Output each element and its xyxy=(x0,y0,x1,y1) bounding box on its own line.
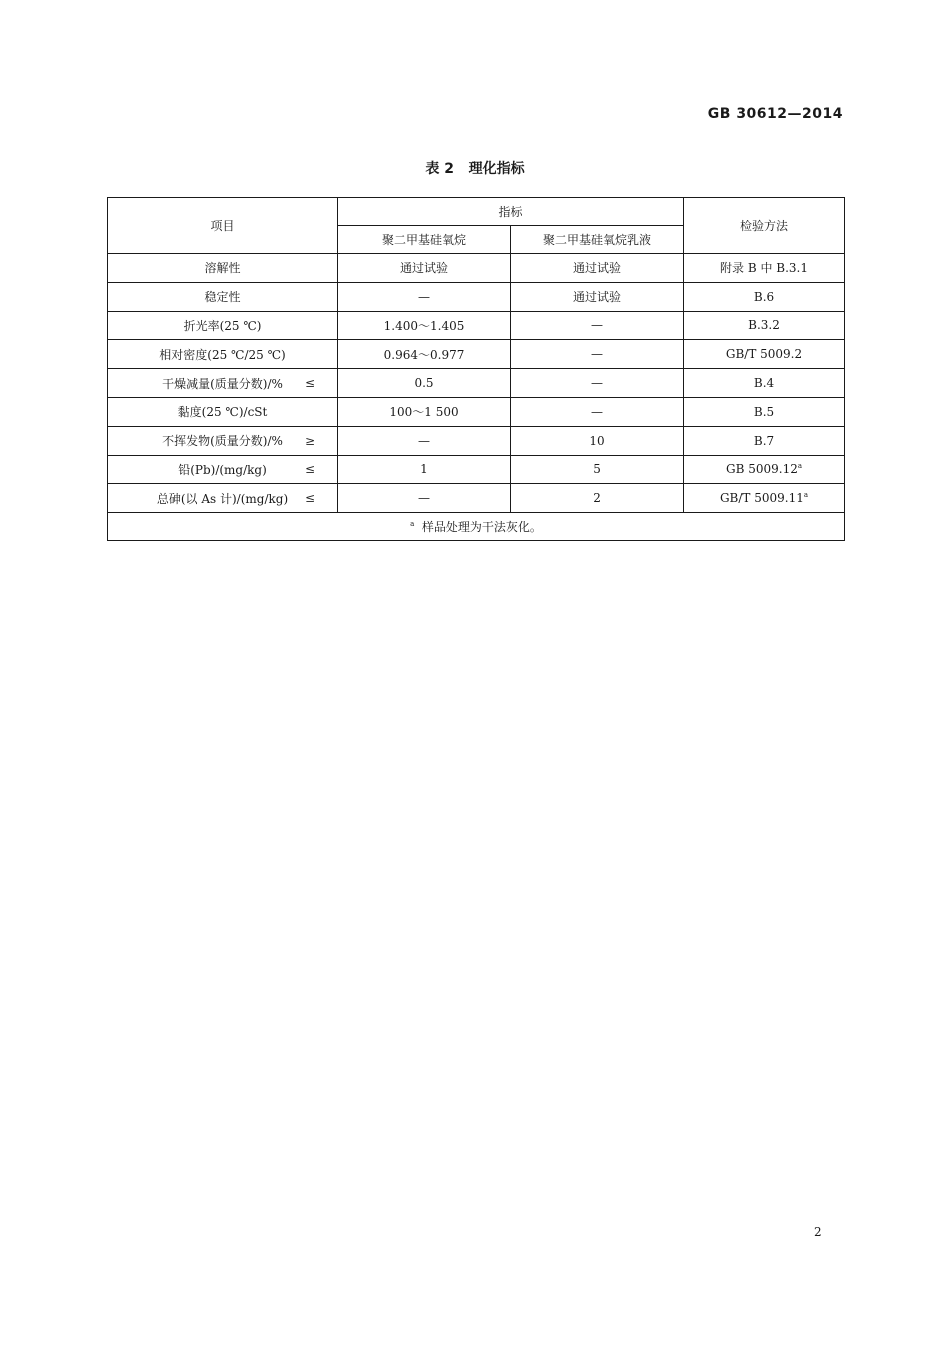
spec-table xyxy=(107,197,845,541)
page-number: 2 xyxy=(814,1225,822,1239)
row-item xyxy=(108,254,338,283)
header-method: 检验方法 xyxy=(684,198,845,254)
header-col-b: 聚二甲基硅氧烷乳液 xyxy=(511,226,684,254)
row-method xyxy=(684,369,845,398)
row-value-a: 0.964～0.977 xyxy=(338,340,511,369)
row-method-text: B.6 xyxy=(753,289,775,304)
row-method-text: GB/T 5009.11 xyxy=(719,491,804,506)
row-value-b: — xyxy=(511,311,684,340)
header-row-1 xyxy=(108,198,845,226)
row-value-a: — xyxy=(338,282,511,311)
row-item-label: 相对密度(25 ℃/25 ℃) xyxy=(159,347,286,362)
row-value-b: — xyxy=(511,369,684,398)
row-item-label: 折光率(25 ℃) xyxy=(183,318,262,333)
row-value-a: 通过试验 xyxy=(338,254,511,283)
row-item-operator: ≤ xyxy=(304,491,315,506)
table-row xyxy=(108,369,845,398)
table-row xyxy=(108,340,845,369)
row-method-text: 附录 B 中 B.3.1 xyxy=(720,261,808,276)
row-value-b: 5 xyxy=(511,455,684,484)
table-row xyxy=(108,254,845,283)
row-method xyxy=(684,426,845,455)
footnote-marker: a xyxy=(803,491,809,500)
row-item-label: 铅(Pb)/(mg/kg) xyxy=(178,462,267,477)
footnote-marker: a xyxy=(410,520,415,529)
row-method-text: B.5 xyxy=(753,404,775,419)
row-method xyxy=(684,340,845,369)
footnote-text: 样品处理为干法灰化。 xyxy=(421,520,542,535)
row-method-text: B.7 xyxy=(753,433,775,448)
footnote-marker: a xyxy=(797,462,803,471)
row-value-b: 10 xyxy=(511,426,684,455)
row-method xyxy=(684,484,845,513)
row-method xyxy=(684,254,845,283)
row-item xyxy=(108,426,338,455)
header-index-group: 指标 xyxy=(338,198,684,226)
row-value-a: 0.5 xyxy=(338,369,511,398)
footnote xyxy=(108,513,845,541)
row-method xyxy=(684,282,845,311)
table-row xyxy=(108,282,845,311)
row-item xyxy=(108,369,338,398)
row-item-operator: ≤ xyxy=(304,462,315,477)
table-row xyxy=(108,426,845,455)
row-method-text: GB/T 5009.2 xyxy=(725,347,803,362)
row-item xyxy=(108,455,338,484)
row-value-a: — xyxy=(338,484,511,513)
row-method xyxy=(684,455,845,484)
row-value-b: 2 xyxy=(511,484,684,513)
standard-code: GB 30612—2014 xyxy=(707,106,843,122)
row-value-b: — xyxy=(511,340,684,369)
row-method-text: B.3.2 xyxy=(748,318,780,333)
row-item-label: 干燥减量(质量分数)/% xyxy=(162,376,283,391)
table-row xyxy=(108,484,845,513)
row-value-b: 通过试验 xyxy=(511,282,684,311)
table-row xyxy=(108,397,845,426)
row-item xyxy=(108,311,338,340)
row-item-label: 稳定性 xyxy=(204,290,241,305)
row-item-label: 不挥发物(质量分数)/% xyxy=(162,434,283,449)
row-item-operator: ≤ xyxy=(304,376,315,391)
row-method-text: B.4 xyxy=(753,376,775,391)
table-row xyxy=(108,455,845,484)
row-item-label: 溶解性 xyxy=(204,261,241,276)
table-title: 表 2 理化指标 xyxy=(425,161,525,177)
row-value-b: — xyxy=(511,397,684,426)
row-item xyxy=(108,484,338,513)
footnote-row xyxy=(108,513,845,541)
row-item xyxy=(108,397,338,426)
table-row xyxy=(108,311,845,340)
row-value-a: 1 xyxy=(338,455,511,484)
row-item-operator: ≥ xyxy=(304,433,315,448)
row-value-a: 1.400～1.405 xyxy=(338,311,511,340)
row-value-b: 通过试验 xyxy=(511,254,684,283)
row-method xyxy=(684,397,845,426)
row-value-a: 100～1 500 xyxy=(338,397,511,426)
row-value-a: — xyxy=(338,426,511,455)
row-item-label: 黏度(25 ℃)/cSt xyxy=(177,405,268,420)
row-item-label: 总砷(以 As 计)/(mg/kg) xyxy=(156,491,289,506)
row-item xyxy=(108,282,338,311)
header-item: 项目 xyxy=(108,198,338,254)
row-item xyxy=(108,340,338,369)
header-col-a: 聚二甲基硅氧烷 xyxy=(338,226,511,254)
row-method-text: GB 5009.12 xyxy=(726,462,798,477)
row-method xyxy=(684,311,845,340)
